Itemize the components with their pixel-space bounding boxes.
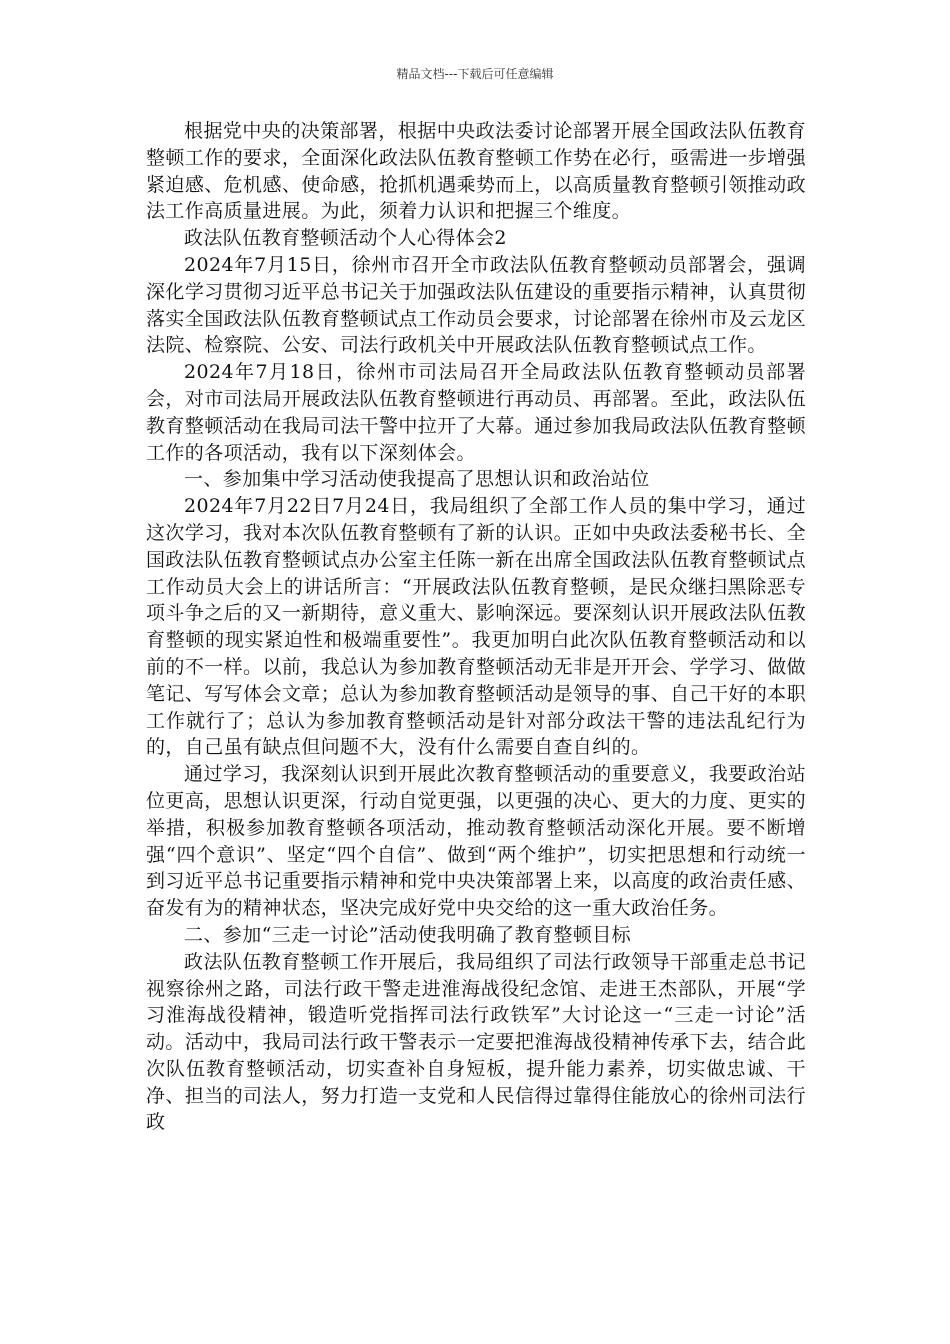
- paragraph: 2024年7月15日，徐州市召开全市政法队伍教育整顿动员部署会，强调深化学习贯彻习近平总书记关于加强政法队伍建设的重要指示精神，认真贯彻落实全国政法队伍教育整顿试点工作动员会要求，讨论部署在徐州市及云龙区法院、检察院、公安、司法行政机关中开展政法队伍教育整顿试点工作。: [146, 253, 806, 357]
- page-header: 精品文档---下载后可任意编辑: [396, 67, 554, 81]
- paragraph: 通过学习，我深刻认识到开展此次教育整顿活动的重要意义，我要政治站位更高，思想认识更深，行动自觉更强，以更强的决心、更大的力度、更实的举措，积极参加教育整顿各项活动，推动教育整顿活动深化开展。要不断增强“四个意识”、坚定“四个自信”、做到“两个维护”，切实把思想和行动统一到习近平总书记重要指示精神和党中央决策部署上来，以高度的政治责任感、奋发有为的精神状态，坚决完成好党中央交给的这一重大政治任务。: [146, 763, 806, 920]
- section-heading: 一、参加集中学习活动使我提高了思想认识和政治站位: [184, 468, 650, 491]
- document-body: [146, 118, 806, 1136]
- section-heading: 二、参加“三走一讨论”活动使我明确了教育整顿目标: [184, 923, 632, 946]
- paragraph: 根据党中央的决策部署，根据中央政法委讨论部署开展全国政法队伍教育整顿工作的要求，全面深化政法队伍教育整顿工作势在必行，亟需进一步增强紧迫感、危机感、使命感，抢抓机遇乘势而上，以高质量教育整顿引领推动政法工作高质量进展。为此，须着力认识和把握三个维度。: [146, 120, 806, 223]
- section-title: 政法队伍教育整顿活动个人心得体会2: [184, 227, 507, 250]
- paragraph: 2024年7月18日，徐州市司法局召开全局政法队伍教育整顿动员部署会，对市司法局开展政法队伍教育整顿进行再动员、再部署。至此，政法队伍教育整顿活动在我局司法干警中拉开了大幕。通过参加我局政法队伍教育整顿工作的各项活动，我有以下深刻体会。: [146, 361, 806, 464]
- paragraph: 政法队伍教育整顿工作开展后，我局组织了司法行政领导干部重走总书记视察徐州之路，司法行政干警走进淮海战役纪念馆、走进王杰部队，开展“学习淮海战役精神，锻造听党指挥司法行政铁军”大讨论这一“三走一讨论”活动。活动中，我局司法行政干警表示一定要把淮海战役精神传承下去，结合此次队伍教育整顿活动，切实查补自身短板，提升能力素养，切实做忠诚、干净、担当的司法人，努力打造一支党和人民信得过靠得住能放心的徐州司法行政: [146, 950, 806, 1134]
- paragraph: 2024年7月22日7月24日，我局组织了全部工作人员的集中学习，通过这次学习，我对本次队伍教育整顿有了新的认识。正如中央政法委秘书长、全国政法队伍教育整顿试点办公室主任陈一新在出席全国政法队伍教育整顿试点工作动员大会上的讲话所言：“开展政法队伍教育整顿，是民众继扫黑除恶专项斗争之后的又一新期待，意义重大、影响深远。要深刻认识开展政法队伍教育整顿的现实紧迫性和极端重要性”。我更加明白此次队伍教育整顿活动和以前的不一样。以前，我总认为参加教育整顿活动无非是开开会、学学习、做做笔记、写写体会文章；总认为参加教育整顿活动是领导的事、自己干好的本职工作就行了；总认为参加教育整顿活动是针对部分政法干警的违法乱纪行为的，自己虽有缺点但问题不大，没有什么需要自查自纠的。: [146, 495, 806, 759]
